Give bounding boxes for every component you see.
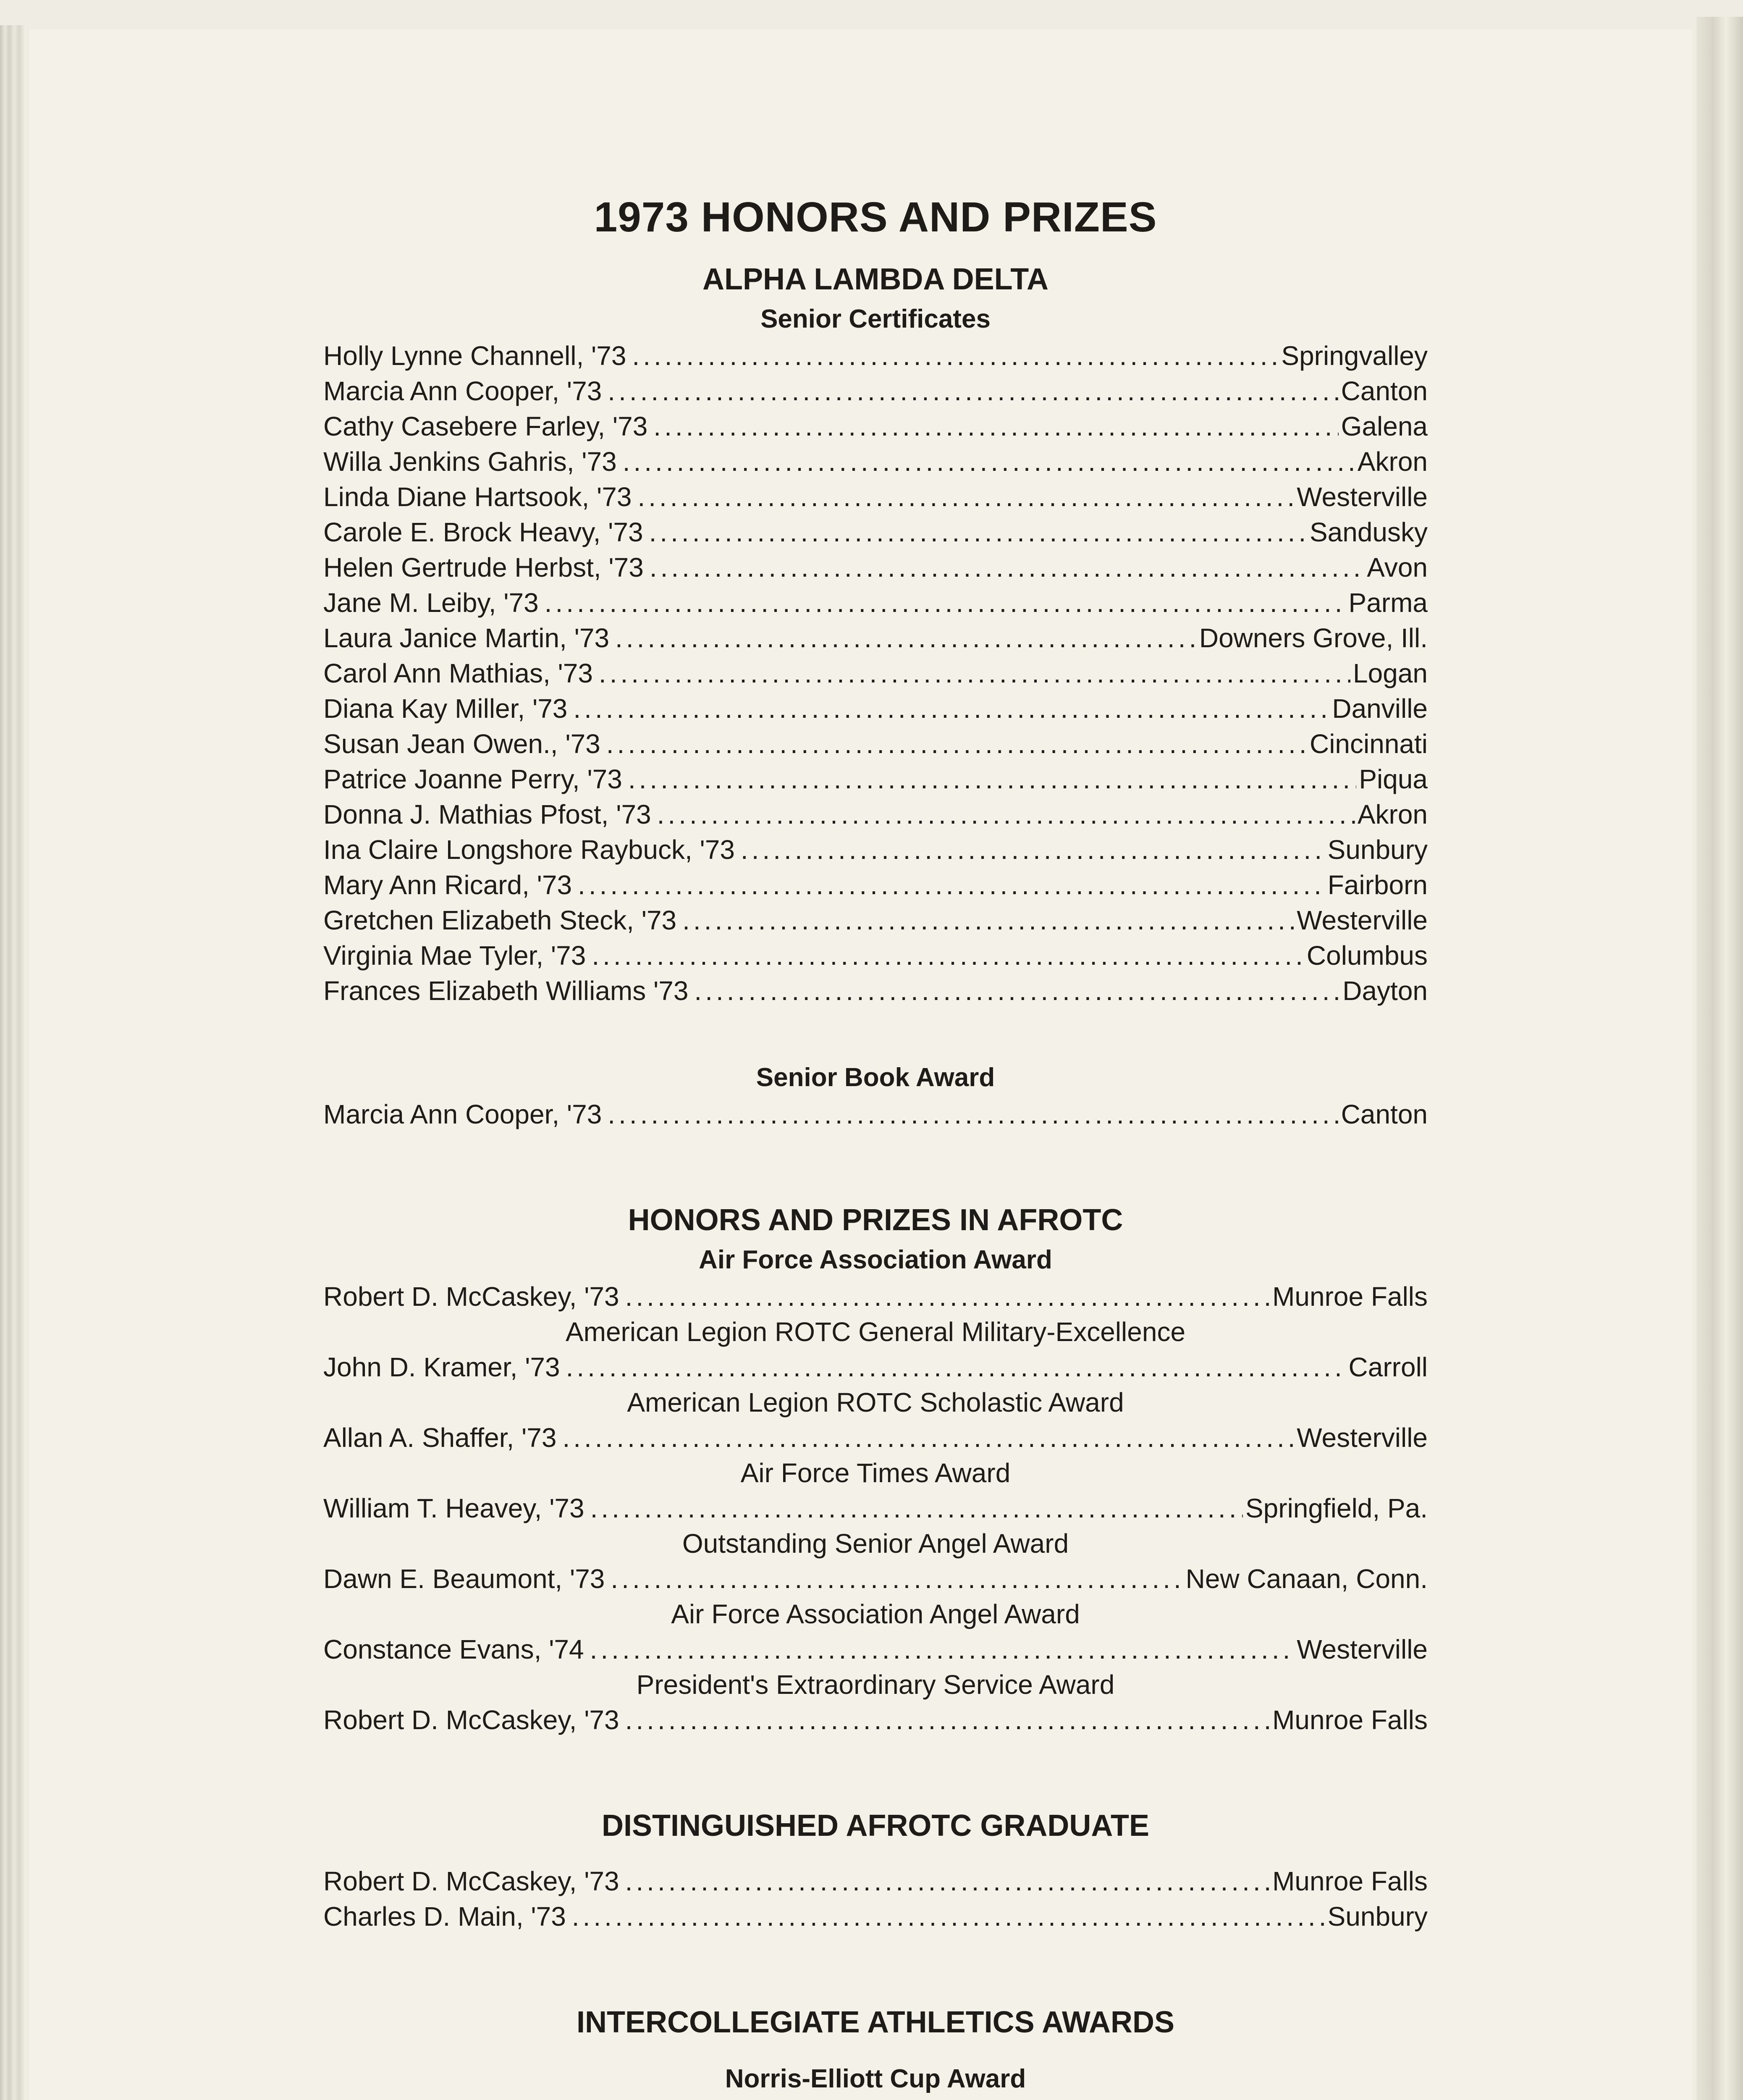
- honoree-name: Constance Evans, '74: [323, 1634, 584, 1664]
- dot-leader: [566, 1349, 1346, 1385]
- dot-leader: [599, 656, 1350, 691]
- award-title: American Legion ROTC General Military-Excellence: [565, 1317, 1186, 1347]
- spacer: [323, 2043, 1428, 2060]
- honoree-name: Donna J. Mathias Pfost, '73: [323, 799, 651, 830]
- honoree-name: Robert D. McCaskey, '73: [323, 1281, 619, 1312]
- honoree-hometown: Canton: [1341, 1099, 1428, 1129]
- honoree-name: Charles D. Main, '73: [323, 1901, 566, 1932]
- honoree-hometown: Avon: [1367, 552, 1428, 583]
- dot-leader: [623, 444, 1355, 479]
- dot-leader: [578, 867, 1325, 903]
- honoree-name: Dawn E. Beaumont, '73: [323, 1564, 605, 1594]
- spacer: [323, 1847, 1428, 1864]
- spacer: [323, 1008, 1428, 1059]
- honoree-hometown: Akron: [1357, 446, 1428, 477]
- dot-leader: [653, 409, 1338, 444]
- honoree-hometown: Munroe Falls: [1272, 1281, 1428, 1312]
- honoree-name: Allan A. Shaffer, '73: [323, 1423, 557, 1453]
- honoree-row: [323, 409, 1428, 444]
- honoree-row: [323, 1561, 1428, 1596]
- page-stack-right-edge: [1696, 17, 1743, 2100]
- honoree-row: [323, 761, 1428, 797]
- honoree-row: [323, 867, 1428, 903]
- dot-leader: [682, 903, 1294, 938]
- honoree-row: [323, 2098, 1428, 2100]
- honoree-name: Diana Kay Miller, '73: [323, 693, 568, 724]
- award-title: Outstanding Senior Angel Award: [682, 1528, 1069, 1559]
- honoree-name: Marcia Ann Cooper, '73: [323, 1099, 602, 1129]
- honoree-row: [323, 1899, 1428, 1934]
- dot-leader: [637, 479, 1294, 514]
- honoree-row: [323, 585, 1428, 620]
- honoree-row: [323, 1632, 1428, 1667]
- honoree-hometown: Westerville: [1297, 1634, 1428, 1664]
- honoree-row: [323, 1864, 1428, 1899]
- honoree-row: [323, 338, 1428, 373]
- honoree-name: Mary Ann Ricard, '73: [323, 870, 572, 900]
- dot-leader: [649, 514, 1307, 550]
- honoree-name: Willa Jenkins Gahris, '73: [323, 446, 617, 477]
- honoree-hometown: Akron: [1357, 799, 1428, 830]
- dot-leader: [625, 1702, 1270, 1738]
- subheading-senior-certificates: Senior Certificates: [760, 304, 991, 333]
- honoree-row: [323, 691, 1428, 726]
- honoree-row: [323, 444, 1428, 479]
- section-heading-alpha-lambda-delta: ALPHA LAMBDA DELTA: [702, 262, 1048, 296]
- dot-leader: [545, 585, 1346, 620]
- dot-leader: [572, 1899, 1325, 1934]
- honoree-hometown: Danville: [1332, 693, 1428, 724]
- dot-leader: [611, 1561, 1183, 1596]
- dot-leader: [608, 373, 1338, 409]
- honoree-name: Ina Claire Longshore Raybuck, '73: [323, 835, 735, 865]
- honoree-hometown: Sunbury: [1327, 835, 1428, 865]
- honoree-hometown: Downers Grove, Ill.: [1199, 623, 1428, 653]
- honoree-name: Cathy Casebere Farley, '73: [323, 411, 648, 441]
- dot-leader: [650, 550, 1364, 585]
- dot-leader: [606, 726, 1307, 761]
- senior-certificates-list: [323, 338, 1428, 1008]
- honoree-row: [323, 373, 1428, 409]
- dot-leader: [562, 1420, 1294, 1455]
- section-heading-athletics: INTERCOLLEGIATE ATHLETICS AWARDS: [577, 2006, 1174, 2039]
- honoree-row: [323, 726, 1428, 761]
- honoree-row: [323, 620, 1428, 656]
- honoree-hometown: Logan: [1353, 658, 1428, 688]
- honoree-hometown: Sandusky: [1309, 517, 1428, 547]
- honoree-row: [323, 514, 1428, 550]
- honoree-hometown: Springfield, Pa.: [1245, 1493, 1428, 1523]
- honoree-hometown: Munroe Falls: [1272, 1705, 1428, 1735]
- honoree-hometown: Columbus: [1306, 940, 1428, 971]
- award-title: Norris-Elliott Cup Award: [725, 2064, 1026, 2093]
- honoree-name: Helen Gertrude Herbst, '73: [323, 552, 644, 583]
- honoree-hometown: [1294, 2098, 1428, 2100]
- dot-leader: [657, 797, 1355, 832]
- award-title: Air Force Association Award: [699, 1245, 1052, 1274]
- honoree-name: Jane M. Leiby, '73: [323, 588, 539, 618]
- honoree-row: [323, 1420, 1428, 1455]
- honoree-row: [323, 832, 1428, 867]
- dot-leader: [625, 1279, 1270, 1314]
- honoree-name: Robert D. McCaskey, '73: [323, 1705, 619, 1735]
- honoree-hometown: Westerville: [1297, 482, 1428, 512]
- honoree-row: [323, 1097, 1428, 1132]
- award-title: American Legion ROTC Scholastic Award: [627, 1387, 1124, 1418]
- honoree-hometown: Springvalley: [1281, 341, 1428, 371]
- honoree-hometown: Sunbury: [1327, 1901, 1428, 1932]
- honoree-name: Laura Janice Martin, '73: [323, 623, 610, 653]
- honoree-row: [323, 903, 1428, 938]
- honoree-name: Carole E. Brock Heavy, '73: [323, 517, 643, 547]
- honoree-hometown: Munroe Falls: [1272, 1866, 1428, 1896]
- spacer: [323, 1934, 1428, 2001]
- honoree-row: [323, 973, 1428, 1008]
- spacer: [323, 1738, 1428, 1805]
- dot-leader: [632, 338, 1279, 373]
- honoree-hometown: Parma: [1348, 588, 1428, 618]
- dot-leader: [741, 832, 1325, 867]
- honoree-name: Susan Jean Owen., '73: [323, 729, 600, 759]
- honoree-hometown: Canton: [1341, 376, 1428, 406]
- honoree-name: John D. Kramer, '73: [323, 1352, 560, 1382]
- honoree-row: [323, 656, 1428, 691]
- dot-leader: [573, 691, 1329, 726]
- honoree-hometown: Dayton: [1342, 976, 1428, 1006]
- honoree-hometown: New Canaan, Conn.: [1185, 1564, 1428, 1594]
- honoree-name: Marcia Ann Cooper, '73: [323, 376, 602, 406]
- honoree-hometown: Fairborn: [1327, 870, 1428, 900]
- honoree-name: Frances Elizabeth Williams '73: [323, 976, 689, 1006]
- honors-content: [323, 193, 1428, 2100]
- subheading-senior-book-award: Senior Book Award: [756, 1063, 995, 1092]
- dot-leader: [590, 1491, 1243, 1526]
- page-stack-left-edge: [0, 25, 25, 2100]
- honoree-name: [323, 2098, 650, 2100]
- honoree-row: [323, 1491, 1428, 1526]
- section-heading-afrotc: HONORS AND PRIZES IN AFROTC: [628, 1203, 1123, 1237]
- honoree-name: Robert D. McCaskey, '73: [323, 1866, 619, 1896]
- dot-leader: [694, 973, 1340, 1008]
- award-title: Air Force Times Award: [740, 1458, 1011, 1488]
- dot-leader: [608, 1097, 1338, 1132]
- award-title: President's Extraordinary Service Award: [636, 1670, 1115, 1700]
- award-title: Air Force Association Angel Award: [671, 1599, 1080, 1629]
- honoree-hometown: Piqua: [1359, 764, 1428, 794]
- honoree-row: [323, 797, 1428, 832]
- honoree-hometown: Carroll: [1348, 1352, 1428, 1382]
- honoree-name: Gretchen Elizabeth Steck, '73: [323, 905, 677, 935]
- honoree-row: [323, 479, 1428, 514]
- honoree-row: [323, 1349, 1428, 1385]
- honoree-hometown: Cincinnati: [1309, 729, 1428, 759]
- honoree-row: [323, 550, 1428, 585]
- dot-leader: [650, 2098, 1294, 2100]
- honoree-row: [323, 1702, 1428, 1738]
- dot-leader: [592, 938, 1304, 973]
- spacer: [323, 1132, 1428, 1199]
- page-title: 1973 HONORS AND PRIZES: [594, 194, 1157, 241]
- honoree-name: Linda Diane Hartsook, '73: [323, 482, 632, 512]
- dot-leader: [628, 761, 1356, 797]
- honoree-name: Holly Lynne Channell, '73: [323, 341, 626, 371]
- honoree-hometown: Westerville: [1297, 905, 1428, 935]
- honoree-name: Carol Ann Mathias, '73: [323, 658, 593, 688]
- honoree-name: Patrice Joanne Perry, '73: [323, 764, 622, 794]
- honoree-row: [323, 938, 1428, 973]
- honoree-name: William T. Heavey, '73: [323, 1493, 584, 1523]
- honoree-hometown: Galena: [1341, 411, 1428, 441]
- dot-leader: [625, 1864, 1270, 1899]
- dot-leader: [615, 620, 1197, 656]
- dot-leader: [590, 1632, 1295, 1667]
- section-heading-distinguished-graduate: DISTINGUISHED AFROTC GRADUATE: [602, 1809, 1149, 1843]
- program-page: [29, 29, 1692, 2100]
- honoree-name: Virginia Mae Tyler, '73: [323, 940, 586, 971]
- honoree-row: [323, 1279, 1428, 1314]
- honoree-hometown: Westerville: [1297, 1423, 1428, 1453]
